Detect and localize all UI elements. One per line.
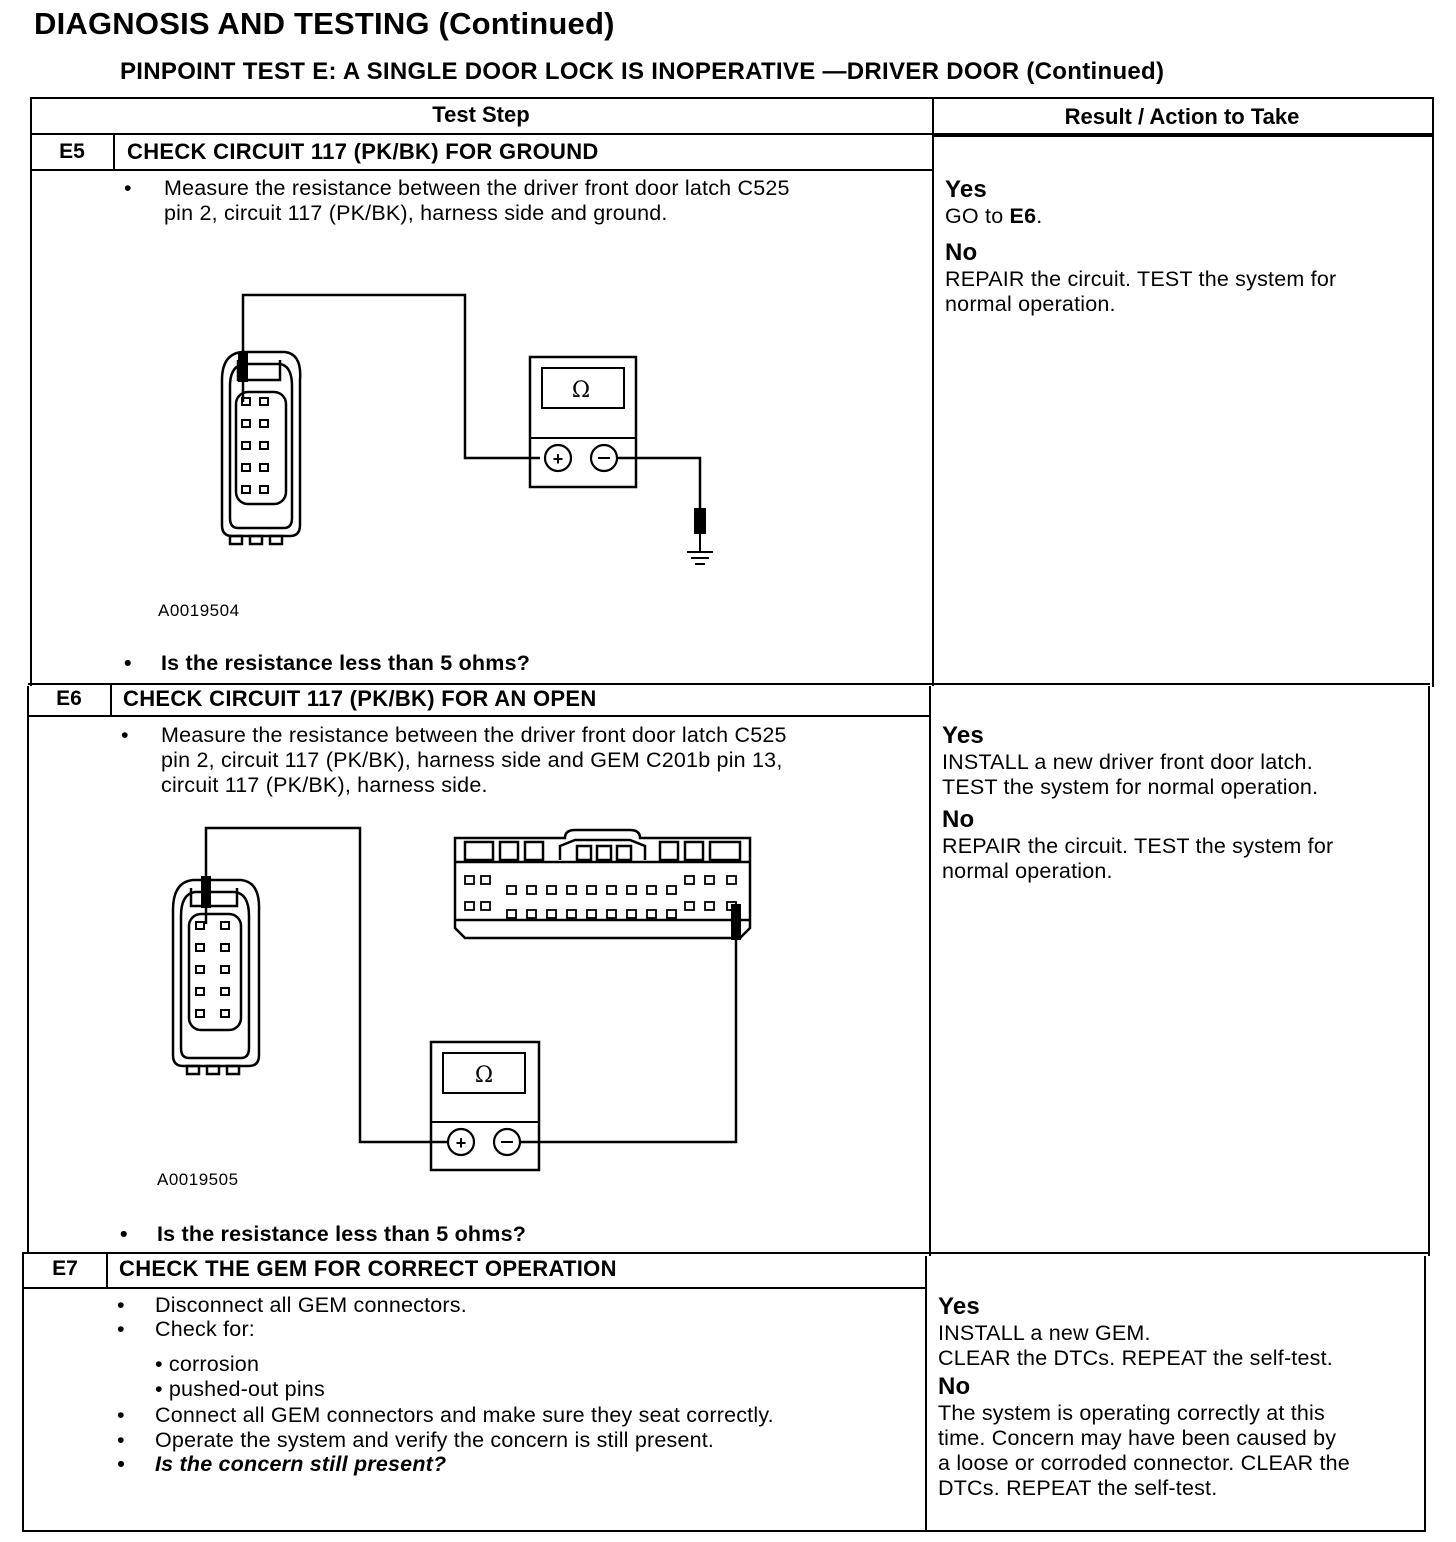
page-title: DIAGNOSIS AND TESTING (Continued) — [34, 6, 615, 41]
e5-wiring-diagram — [200, 290, 730, 580]
table-right-border-lower — [1424, 1256, 1426, 1532]
e7-top-border — [24, 1252, 1428, 1254]
table-left-border-mid — [27, 686, 29, 1252]
test-lead-negative — [617, 458, 700, 512]
bullet-text: Connect all GEM connectors and make sure they seat correctly. — [155, 1403, 774, 1427]
bullet: • — [120, 1222, 128, 1246]
test-probe-positive — [201, 876, 211, 908]
question-text: Is the resistance less than 5 ohms? — [157, 1222, 527, 1246]
yes-action-line: TEST the system for normal operation. — [942, 775, 1319, 799]
yes-action-line: INSTALL a new GEM. — [938, 1321, 1151, 1345]
e6-title-bottom-border — [28, 715, 930, 717]
step-id: E5 — [59, 140, 85, 163]
no-action-line: a loose or corroded connector. CLEAR the — [938, 1451, 1350, 1475]
door-latch-connector — [173, 880, 259, 1074]
ohmmeter — [530, 357, 636, 487]
step-id: E6 — [56, 687, 82, 710]
ohm-symbol: Ω — [474, 1063, 494, 1088]
yes-action-line: INSTALL a new driver front door latch. — [942, 750, 1313, 774]
column-divider-mid — [929, 686, 931, 1256]
e6-wiring-diagram — [165, 820, 765, 1180]
header-test-step: Test Step — [432, 102, 530, 127]
no-action-line: The system is operating correctly at this — [938, 1401, 1325, 1425]
yes-label: Yes — [938, 1293, 980, 1320]
bullet-text: Disconnect all GEM connectors. — [155, 1293, 467, 1317]
step-title: CHECK CIRCUIT 117 (PK/BK) FOR GROUND — [127, 139, 599, 164]
e5-id-divider — [113, 133, 115, 170]
test-lead-positive — [206, 828, 448, 1142]
no-action-line: time. Concern may have been caused by — [938, 1426, 1337, 1450]
bullet: • — [117, 1452, 125, 1476]
ground-icon — [687, 552, 713, 564]
bullet: • — [124, 176, 132, 200]
instruction-line: pin 2, circuit 117 (PK/BK), harness side and ground. — [164, 201, 668, 225]
yes-action — [945, 204, 1336, 229]
sub-bullet-item: • pushed-out pins — [155, 1377, 325, 1401]
bullet-text: Check for: — [155, 1317, 255, 1341]
test-lead-positive — [243, 295, 540, 458]
table-left-border-upper — [30, 97, 32, 686]
column-divider-upper — [932, 97, 934, 686]
header-result-action: Result / Action to Take — [1064, 104, 1300, 129]
no-label: No — [942, 806, 975, 833]
e5-title-bottom-border — [30, 169, 932, 171]
svg-text:+: + — [455, 1133, 467, 1153]
test-probe-negative — [731, 904, 741, 940]
ohm-symbol: Ω — [571, 378, 591, 403]
yes-label: Yes — [942, 722, 984, 749]
question-text: Is the resistance less than 5 ohms? — [161, 651, 531, 675]
result-e7 — [938, 1293, 1350, 1501]
bullet: • — [117, 1428, 125, 1452]
no-action-line: REPAIR the circuit. TEST the system for — [945, 267, 1337, 291]
figure-label: A0019504 — [158, 601, 240, 620]
instruction-line: Measure the resistance between the driver front door latch C525 — [164, 176, 790, 200]
table-top-border — [30, 97, 1433, 99]
step-title: CHECK CIRCUIT 117 (PK/BK) FOR AN OPEN — [123, 686, 597, 711]
sub-bullet-item: • corrosion — [155, 1352, 260, 1376]
yes-action-line: CLEAR the DTCs. REPEAT the self-test. — [938, 1346, 1333, 1370]
yes-label: Yes — [945, 176, 987, 203]
table-right-border-upper — [1432, 97, 1434, 687]
bullet: • — [124, 651, 132, 675]
result-e5 — [945, 176, 1336, 317]
figure-label: A0019505 — [157, 1170, 239, 1189]
table-right-border-mid — [1428, 686, 1430, 1256]
yes-action-suffix: . — [1036, 204, 1043, 228]
instruction-line: circuit 117 (PK/BK), harness side. — [161, 773, 488, 797]
e6-top-border — [28, 683, 1430, 685]
bullet: • — [117, 1317, 125, 1341]
no-label: No — [938, 1373, 971, 1400]
instruction-line: Measure the resistance between the driver front door latch C525 — [161, 723, 787, 747]
svg-text:+: + — [552, 449, 564, 469]
page-subtitle: PINPOINT TEST E: A SINGLE DOOR LOCK IS INOPERATIVE —DRIVER DOOR (Continued) — [120, 58, 1165, 85]
bullet: • — [117, 1403, 125, 1427]
no-action-line: normal operation. — [942, 859, 1113, 883]
e6-id-divider — [110, 684, 112, 716]
e7-title-bottom-border — [24, 1287, 926, 1289]
table-left-border-lower — [22, 1252, 24, 1531]
no-label: No — [945, 239, 978, 266]
e7-id-divider — [106, 1253, 108, 1287]
column-divider-lower — [925, 1256, 927, 1532]
step-title: CHECK THE GEM FOR CORRECT OPERATION — [119, 1256, 617, 1281]
instruction-line: pin 2, circuit 117 (PK/BK), harness side and GEM C201b pin 13, — [161, 748, 783, 772]
result-e6 — [942, 722, 1333, 884]
table-bottom-border — [22, 1530, 1426, 1532]
no-action-line: DTCs. REPEAT the self-test. — [938, 1476, 1218, 1500]
question-text: Is the concern still present? — [155, 1452, 447, 1476]
ground-probe — [694, 508, 706, 534]
bullet-text: Operate the system and verify the concern is still present. — [155, 1428, 715, 1452]
no-action-line: normal operation. — [945, 292, 1116, 316]
goto-step-link[interactable]: E6 — [1009, 204, 1037, 228]
ohmmeter — [431, 1042, 539, 1170]
bullet: • — [121, 723, 129, 747]
bullet: • — [117, 1293, 125, 1317]
step-id: E7 — [52, 1257, 78, 1280]
e5-result-top-border — [932, 135, 1432, 137]
yes-action-text: GO to — [945, 204, 1010, 228]
no-action-line: REPAIR the circuit. TEST the system for — [942, 834, 1334, 858]
test-probe-positive — [238, 352, 248, 382]
test-lead-negative — [520, 940, 736, 1142]
